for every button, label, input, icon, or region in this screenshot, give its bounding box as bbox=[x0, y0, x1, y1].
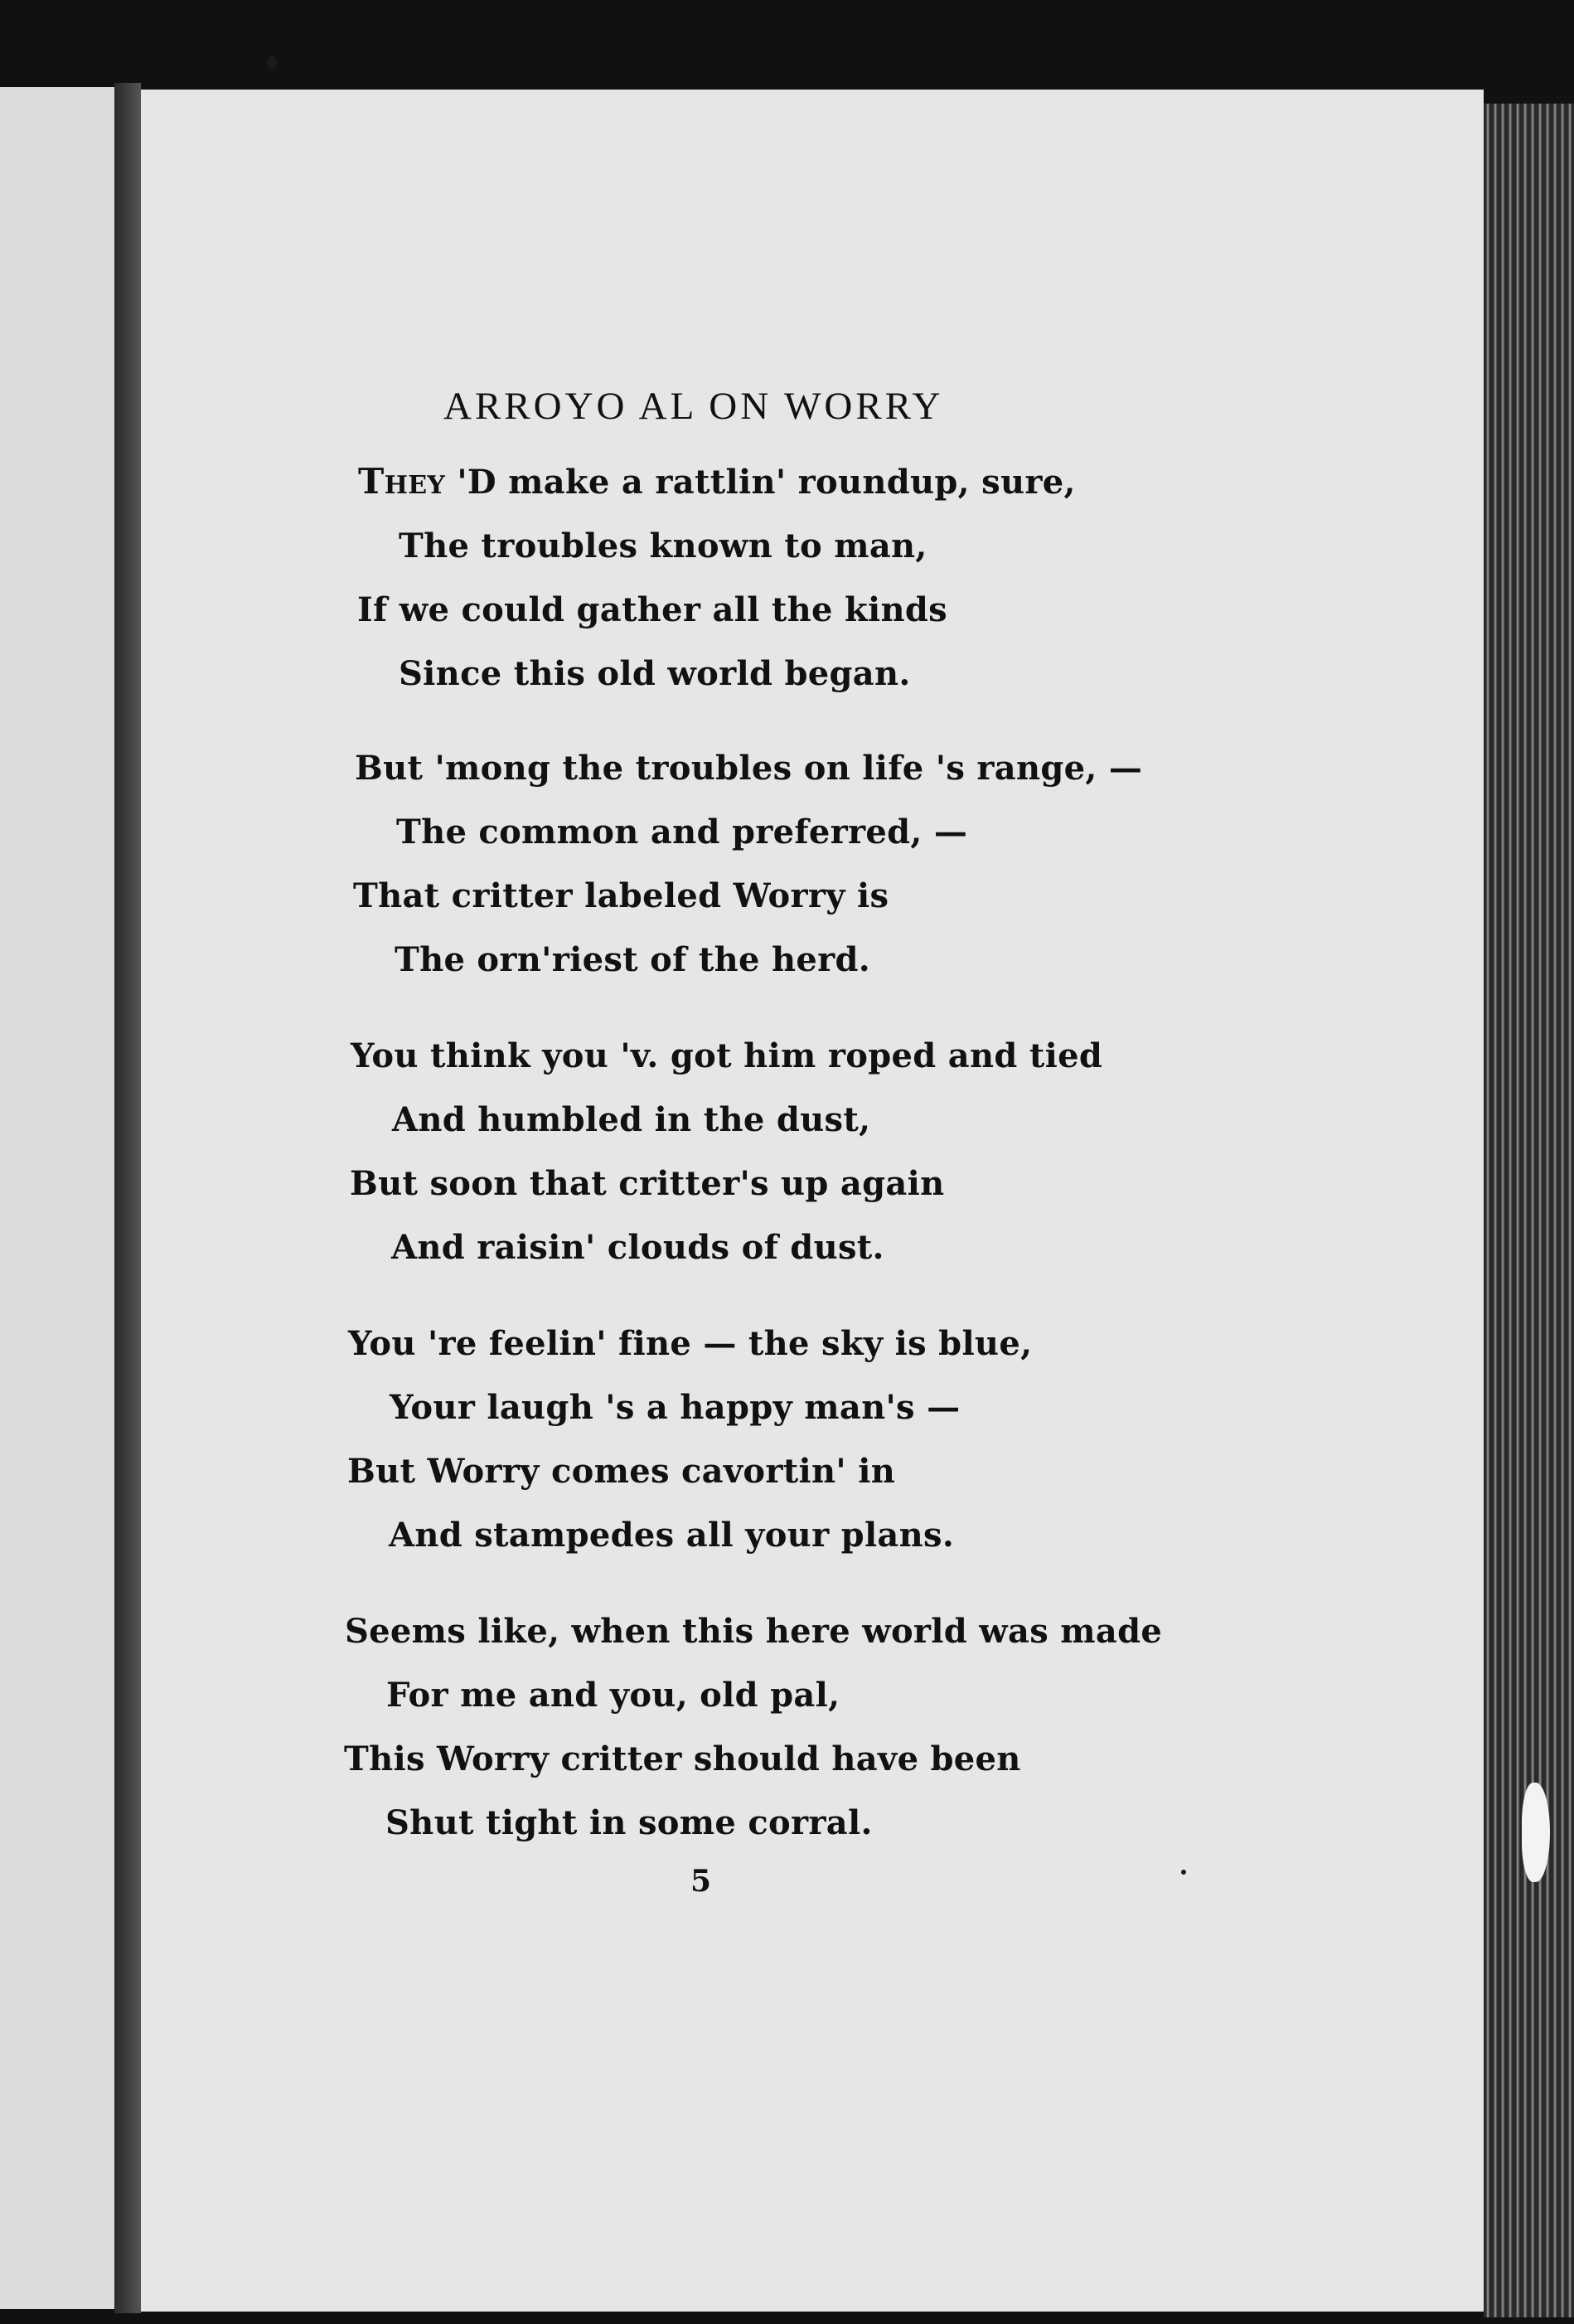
poem-line-11: But soon that critter's up again bbox=[350, 1164, 945, 1203]
poem-line-15: But Worry comes cavortin' in bbox=[347, 1452, 896, 1491]
poem bbox=[141, 90, 1484, 2312]
poem-line-17: Seems like, when this here world was made bbox=[345, 1612, 1163, 1651]
poem-line-12: And raisin' clouds of dust. bbox=[391, 1228, 884, 1267]
book-gutter bbox=[114, 83, 141, 2313]
scan-speck bbox=[1181, 1870, 1186, 1875]
poem-line-16: And stampedes all your plans. bbox=[389, 1516, 955, 1555]
poem-line-7: That critter labeled Worry is bbox=[353, 876, 889, 915]
poem-title: ARROYO AL ON WORRY bbox=[443, 385, 944, 428]
poem-line-4: Since this old world began. bbox=[399, 654, 911, 693]
left-page-edge bbox=[0, 87, 114, 2309]
poem-line-18: For me and you, old pal, bbox=[386, 1676, 840, 1715]
poem-line-6: The common and preferred, — bbox=[396, 813, 968, 851]
poem-line-1: THEY 'D make a rattlin' roundup, sure, bbox=[358, 461, 1076, 502]
book-page bbox=[141, 90, 1484, 2312]
poem-line-14: Your laugh 's a happy man's — bbox=[390, 1388, 961, 1427]
page-number: 5 bbox=[690, 1864, 712, 1899]
poem-line-5: But 'mong the troubles on life 's range, — bbox=[355, 749, 1143, 788]
poem-line-10: And humbled in the dust, bbox=[392, 1100, 871, 1139]
poem-line-19: This Worry critter should have been bbox=[344, 1739, 1021, 1778]
poem-line-20: Shut tight in some corral. bbox=[385, 1803, 873, 1842]
paper-tear-mark bbox=[1522, 1783, 1550, 1882]
poem-line-8: The orn'riest of the herd. bbox=[395, 940, 870, 979]
poem-line-9: You think you 'v. got him roped and tied bbox=[351, 1036, 1103, 1075]
poem-line-2: The troubles known to man, bbox=[399, 526, 927, 565]
poem-line-13: You 're feelin' fine — the sky is blue, bbox=[348, 1324, 1033, 1363]
poem-line-3: If we could gather all the kinds bbox=[357, 590, 948, 629]
stacked-page-edges bbox=[1484, 104, 1574, 2317]
scan-speck bbox=[267, 56, 277, 70]
